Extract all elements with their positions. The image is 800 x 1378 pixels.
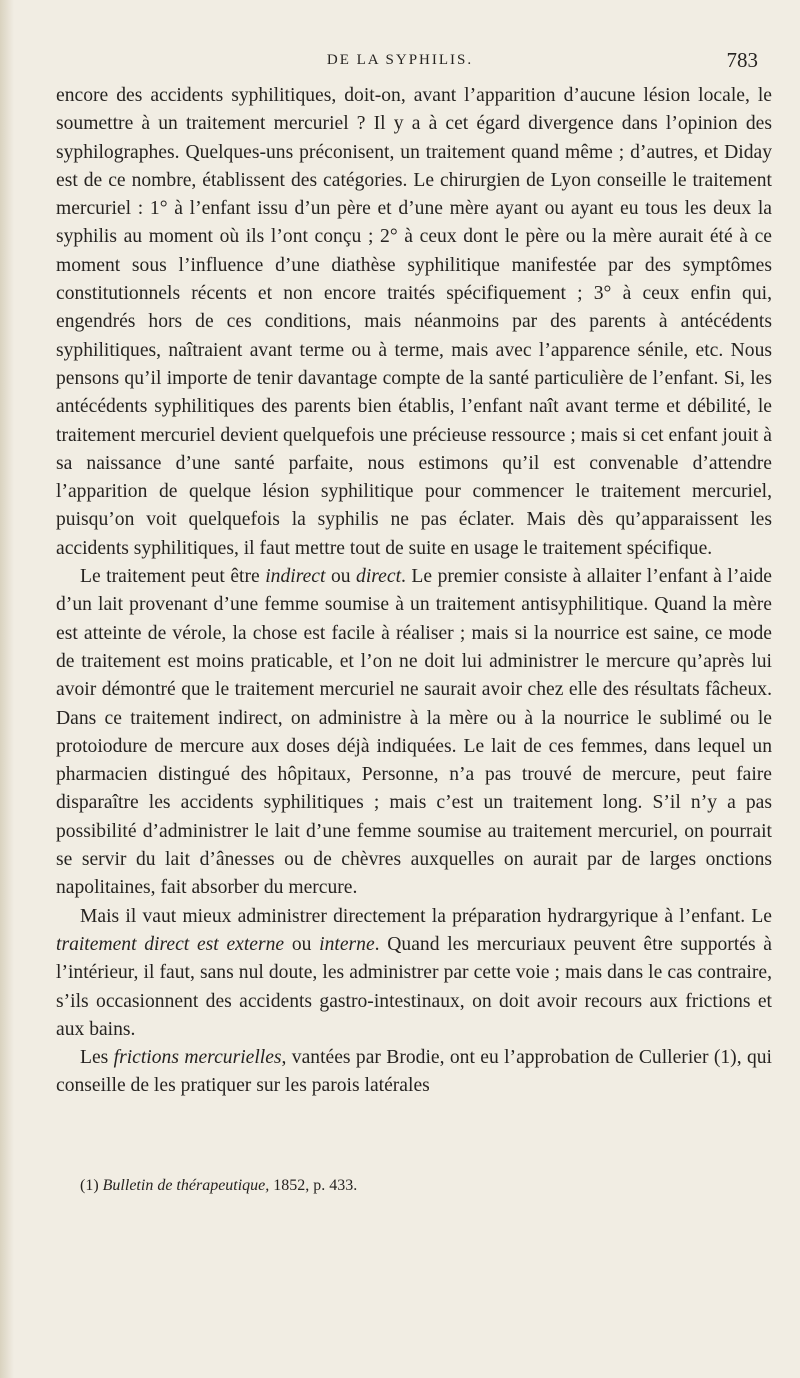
p2-text-rest: . Le premier consiste à allaiter l’enfant à l’aide d’un lait provenant d’une femme soumise à un traitement antisyphilitique. Quand la mère est atteinte de vérole, la chose est facile à réaliser ; mais si la nourrice est saine, ce mode de traitement est moins praticable, et l’on ne doit lui administrer le mercure qu’après lui avoir démontré que le traitement mercuriel ne saurait avoir chez elle des résultats fâcheux. Dans ce traitement indirect, on administre à la mère ou à la nourrice le sublimé ou le protoiodure de mercure aux doses déjà indiquées. Le lait de ces femmes, dans lequel un pharmacien distingué des hôpitaux, Personne, n’a pas trouvé de mercure, peut faire disparaître les accidents syphilitiques ; mais c’est un traitement long. S’il n’y a pas possibilité d’administrer le lait d’une femme soumise au traitement mercuriel, on pourrait se servir du lait d’ânesses ou de chèvres auxquelles on aurait par de larges onctions napolitaines, fait absorber du mercure. (56, 566, 772, 899)
term-indirect: indirect (265, 566, 326, 588)
paragraph-4 (56, 1044, 772, 1101)
p4-text-start: Les (80, 1047, 114, 1069)
term-direct: direct (356, 566, 402, 588)
term-direct-external: traitement direct est externe (56, 933, 285, 955)
footnote-detail: 1852, p. 433. (273, 1177, 358, 1194)
paragraph-2 (56, 563, 772, 903)
page-edge-shadow (0, 0, 14, 1378)
p4-text-rest: , vantées par Brodie, ont eu l’approbation de Cullerier (1), qui conseille de les pratiquer sur les parois latérales (56, 1047, 772, 1097)
p3-text-rest: . Quand les mercuriaux peuvent être supportés à l’intérieur, il faut, sans nul doute, les administrer par cette voie ; mais dans le cas contraire, s’ils occasionnent des accidents gastro-intestinaux, on doit avoir recours aux frictions et aux bains. (56, 933, 773, 1040)
footnote-source: Bulletin de thérapeutique, (102, 1177, 270, 1194)
paragraph-1: encore des accidents syphilitiques, doit-on, avant l’apparition d’aucune lésion locale, le soumettre à un traitement mercuriel ? Il y a à cet égard divergence dans l’opinion des syphilographes. Quelques-uns préconisent, un traitement quand même ; d’autres, et Diday est de ce nombre, établissent des catégories. Le chirurgien de Lyon conseille le traitement mercuriel : 1° à l’enfant issu d’un père et d’une mère ayant ou ayant eu tous les deux la syphilis au moment où ils l’ont conçu ; 2° à ceux dont le père ou la mère aurait été à ce moment sous l’influence d’une diathèse syphilitique manifestée par des symptômes constitutionnels récents et non encore traités spécifiquement ; 3° à ceux enfin qui, engendrés hors de ces conditions, mais néanmoins par des parents à antécédents syphilitiques, naîtraient avant terme ou à terme, mais avec l’apparence sénile, etc. Nous pensons qu’il importe de tenir davantage compte de la santé particulière de l’enfant. Si, les antécédents syphilitiques des parents bien établis, l’enfant naît avant terme et débilité, le traitement mercuriel devient quelquefois une précieuse ressource ; mais si cet enfant jouit à sa naissance d’une santé parfaite, nous estimons qu’il est convenable d’attendre l’apparition de quelque lésion syphilitique pour commencer le traitement mercuriel, puisqu’on voit quelquefois la syphilis ne pas éclater. Mais dès qu’apparaissent les accidents syphilitiques, il faut mettre tout de suite en usage le traitement spécifique. (56, 85, 772, 559)
term-mercurial-frictions: frictions mercurielles (113, 1047, 282, 1069)
footnote-marker: (1) (80, 1177, 99, 1194)
running-head: DE LA SYPHILIS. (326, 52, 474, 68)
p3-text-start: Mais il vaut mieux administrer directement la préparation hydrargyrique à l’enfant. Le (80, 905, 772, 927)
term-internal: interne (319, 933, 375, 955)
p2-text-or: ou (325, 566, 357, 588)
p2-text-start: Le traitement peut être (80, 566, 266, 588)
body-text (56, 82, 772, 1101)
page-number: 783 (726, 48, 758, 72)
paragraph-3 (56, 903, 772, 1044)
p3-text-or: ou (284, 933, 320, 955)
footnote (80, 1177, 772, 1195)
